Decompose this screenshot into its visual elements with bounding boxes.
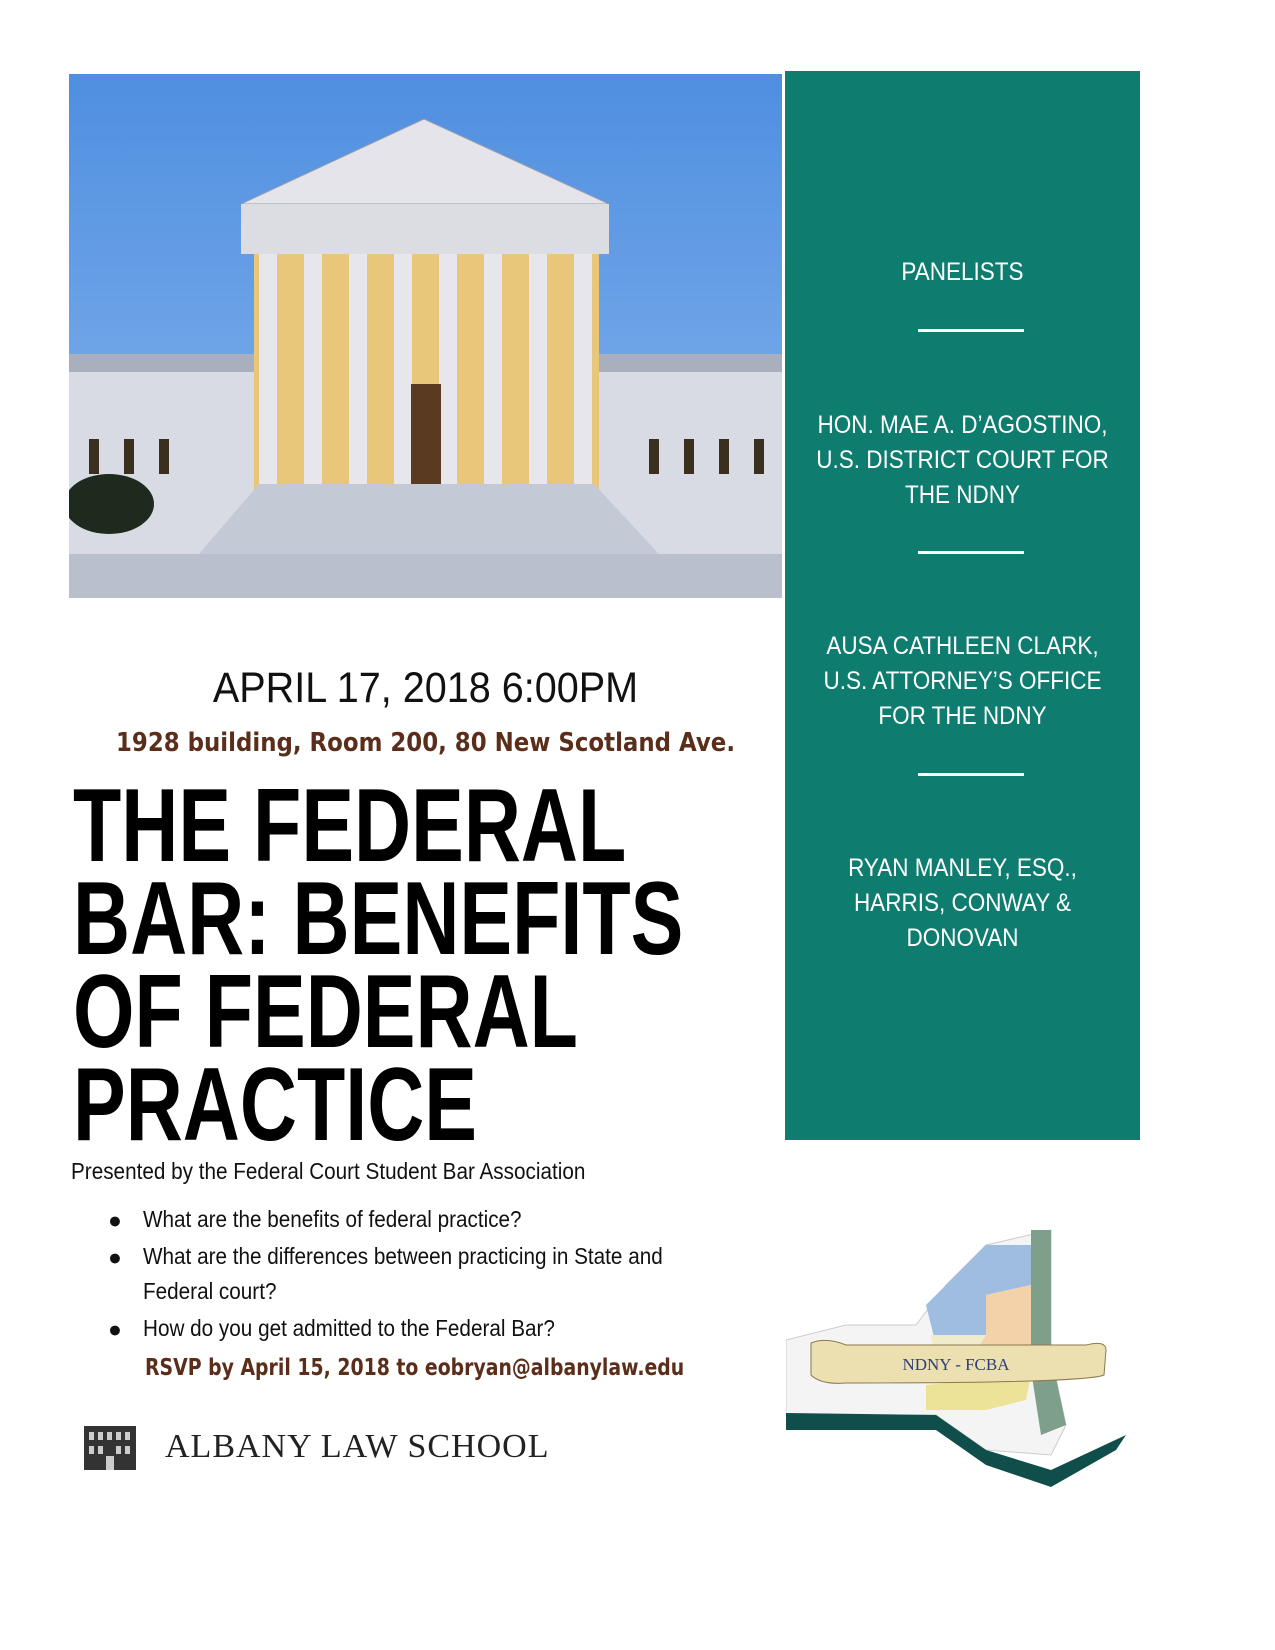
title-line: BAR: BENEFITS xyxy=(73,861,684,977)
question-item: What are the differences between practicing in State and xyxy=(143,1243,663,1269)
title-line: OF FEDERAL xyxy=(73,954,578,1070)
panelist-line: FOR THE NDNY xyxy=(878,702,1047,730)
question-item-continued: Federal court? xyxy=(143,1278,277,1304)
albany-law-building-logo-icon xyxy=(82,1422,138,1472)
panelist-line: RYAN MANLEY, ESQ., xyxy=(848,854,1077,882)
rsvp-info: RSVP by April 15, 2018 to eobryan@albanylaw.edu xyxy=(145,1355,685,1381)
panelist-line: HARRIS, CONWAY & xyxy=(853,889,1072,917)
panelist-1 xyxy=(803,408,1123,513)
panelist-line: U.S. ATTORNEY’S OFFICE xyxy=(823,667,1102,695)
panelist-2 xyxy=(803,629,1123,734)
panelist-3 xyxy=(803,851,1123,956)
panelists-panel xyxy=(785,71,1140,1140)
question-item: How do you get admitted to the Federal Bar? xyxy=(143,1315,555,1341)
ndny-fcba-map-logo xyxy=(786,1225,1136,1500)
albany-law-school-name: ALBANY LAW SCHOOL xyxy=(165,1428,550,1465)
presented-by: Presented by the Federal Court Student Bar Association xyxy=(71,1158,586,1184)
panelist-line: AUSA CATHLEEN CLARK, xyxy=(826,632,1099,660)
divider xyxy=(918,329,1024,332)
supreme-court-photo xyxy=(69,74,782,598)
divider xyxy=(918,773,1024,776)
divider xyxy=(918,551,1024,554)
panelist-line: DONOVAN xyxy=(906,924,1019,952)
event-datetime: APRIL 17, 2018 6:00PM xyxy=(212,664,639,712)
panelist-line: HON. MAE A. D’AGOSTINO, xyxy=(817,411,1108,439)
panelist-line: THE NDNY xyxy=(904,481,1021,509)
panelist-line: U.S. DISTRICT COURT FOR xyxy=(816,446,1109,474)
event-location: 1928 building, Room 200, 80 New Scotland Ave. xyxy=(115,728,736,758)
title-line: THE FEDERAL xyxy=(73,768,627,884)
bullet-icon: ● xyxy=(108,1207,122,1233)
bullet-icon: ● xyxy=(108,1244,122,1270)
map-banner-text: NDNY - FCBA xyxy=(902,1355,1010,1374)
panelists-heading: PANELISTS xyxy=(901,258,1024,286)
bullet-icon: ● xyxy=(108,1316,122,1342)
title-line: PRACTICE xyxy=(73,1047,477,1163)
question-item: What are the benefits of federal practice? xyxy=(143,1206,522,1232)
event-title xyxy=(73,768,684,1163)
